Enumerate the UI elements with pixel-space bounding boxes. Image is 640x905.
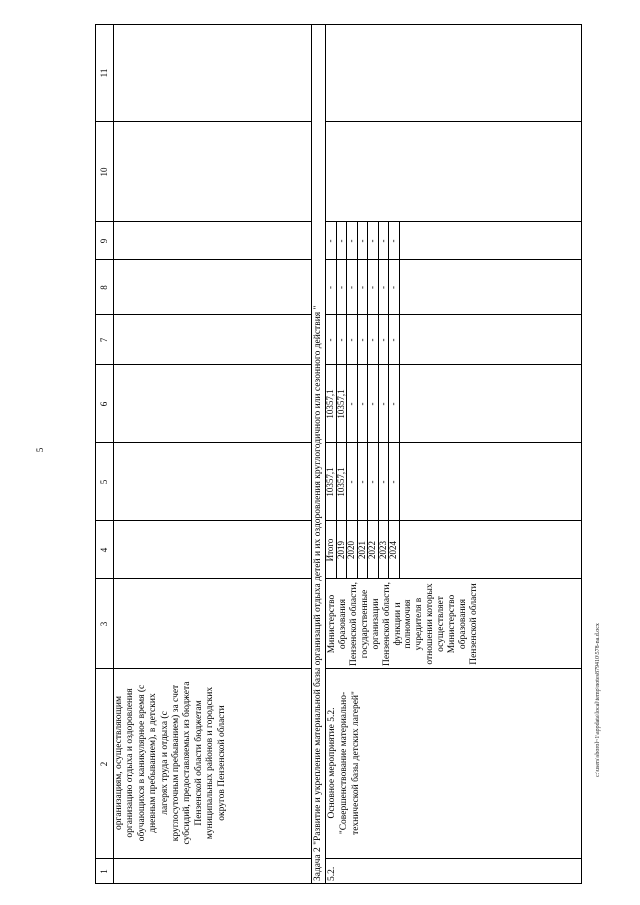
year-row-year: 2021 <box>356 541 367 559</box>
col-6-header: 6 <box>99 401 109 407</box>
year-row-c9: - <box>377 239 388 243</box>
year-row-c6: 10357,1 <box>335 389 346 419</box>
col-10-header: 10 <box>99 167 109 177</box>
year-row-year: 2020 <box>346 541 356 559</box>
row-executor: Министерство образования Пензенской области, государственные организации Пензенской области, функции и полномочия учредителя в отношении которых осуществляет Министерство образования Пензенской области <box>327 582 479 666</box>
year-row-c6: 10357,1 <box>325 389 335 419</box>
year-row-c7: - <box>367 338 377 342</box>
year-row-c6: - <box>346 402 356 406</box>
year-row-c8: - <box>325 286 335 289</box>
year-row-c6: - <box>367 402 377 406</box>
table <box>95 24 581 884</box>
page-number: 5 <box>35 447 45 453</box>
col-9-header: 9 <box>99 238 109 244</box>
year-row-year: Итого <box>325 538 335 562</box>
year-row-year: 2023 <box>377 541 388 559</box>
col-8-header: 8 <box>99 285 109 290</box>
col-5-header: 5 <box>99 479 109 485</box>
continuation-text: организациям, осуществляющим организацию отдыха и оздоровления обучающихся в каникулярное время (с дневным пребыванием), в детских лагерях труда и отдыха (с круглосуточным пребыванием) за счет субсидий, предоставляемых из бюджета Пензенской области бюджетам муниципальных районов и городских округов Пензенской области <box>114 681 227 845</box>
year-row-c6: - <box>356 402 367 406</box>
footer-path: c:\users\sborol~1\appdata\local\temp\notes879410\578-na.d.ocx <box>595 623 601 777</box>
year-row-c8: - <box>346 286 356 289</box>
year-row-c8: - <box>335 286 346 289</box>
year-row-c9: - <box>346 239 356 243</box>
year-row-c8: - <box>367 286 377 289</box>
col-7-header: 7 <box>99 337 109 343</box>
col-1-header: 1 <box>99 869 109 874</box>
col-2-header: 2 <box>99 761 109 767</box>
col-11-header: 11 <box>99 68 109 78</box>
year-row-c5: 10357,1 <box>335 467 346 497</box>
year-row-c7: - <box>356 338 367 342</box>
year-row-c5: - <box>367 480 377 484</box>
year-row-year: 2024 <box>388 541 398 559</box>
year-row-c9: - <box>325 239 335 243</box>
year-row-c6: - <box>388 402 398 406</box>
col-3-header: 3 <box>99 621 109 627</box>
year-row-c5: - <box>377 480 388 484</box>
year-row-c9: - <box>388 239 398 243</box>
row-number: 5.2. <box>327 866 337 881</box>
year-row-c7: - <box>325 338 335 342</box>
row-name: Основное мероприятие 5.2. "Совершенствование материально-технической базы детских лагерей" <box>327 691 361 835</box>
year-row-c9: - <box>335 239 346 243</box>
year-row-c6: - <box>377 402 388 406</box>
year-row-c5: - <box>356 480 367 484</box>
year-row-c8: - <box>377 286 388 289</box>
year-row-year: 2022 <box>367 541 377 559</box>
year-row-c7: - <box>346 338 356 342</box>
year-row-c5: 10357,1 <box>325 467 335 497</box>
year-row-c5: - <box>346 480 356 484</box>
year-row-c7: - <box>377 338 388 342</box>
year-row-c8: - <box>388 286 398 289</box>
year-row-year: 2019 <box>335 541 346 559</box>
task-title: Задача 2 "Развитие и укрепление материальной базы организаций отдыха детей и их оздоровления круглогодичного или сезонного действия " <box>313 305 323 881</box>
year-row-c7: - <box>335 338 346 342</box>
year-row-c9: - <box>356 239 367 243</box>
year-row-c5: - <box>388 480 398 484</box>
year-row-c7: - <box>388 338 398 342</box>
col-4-header: 4 <box>99 547 109 553</box>
year-row-c9: - <box>367 239 377 243</box>
year-row-c8: - <box>356 286 367 289</box>
